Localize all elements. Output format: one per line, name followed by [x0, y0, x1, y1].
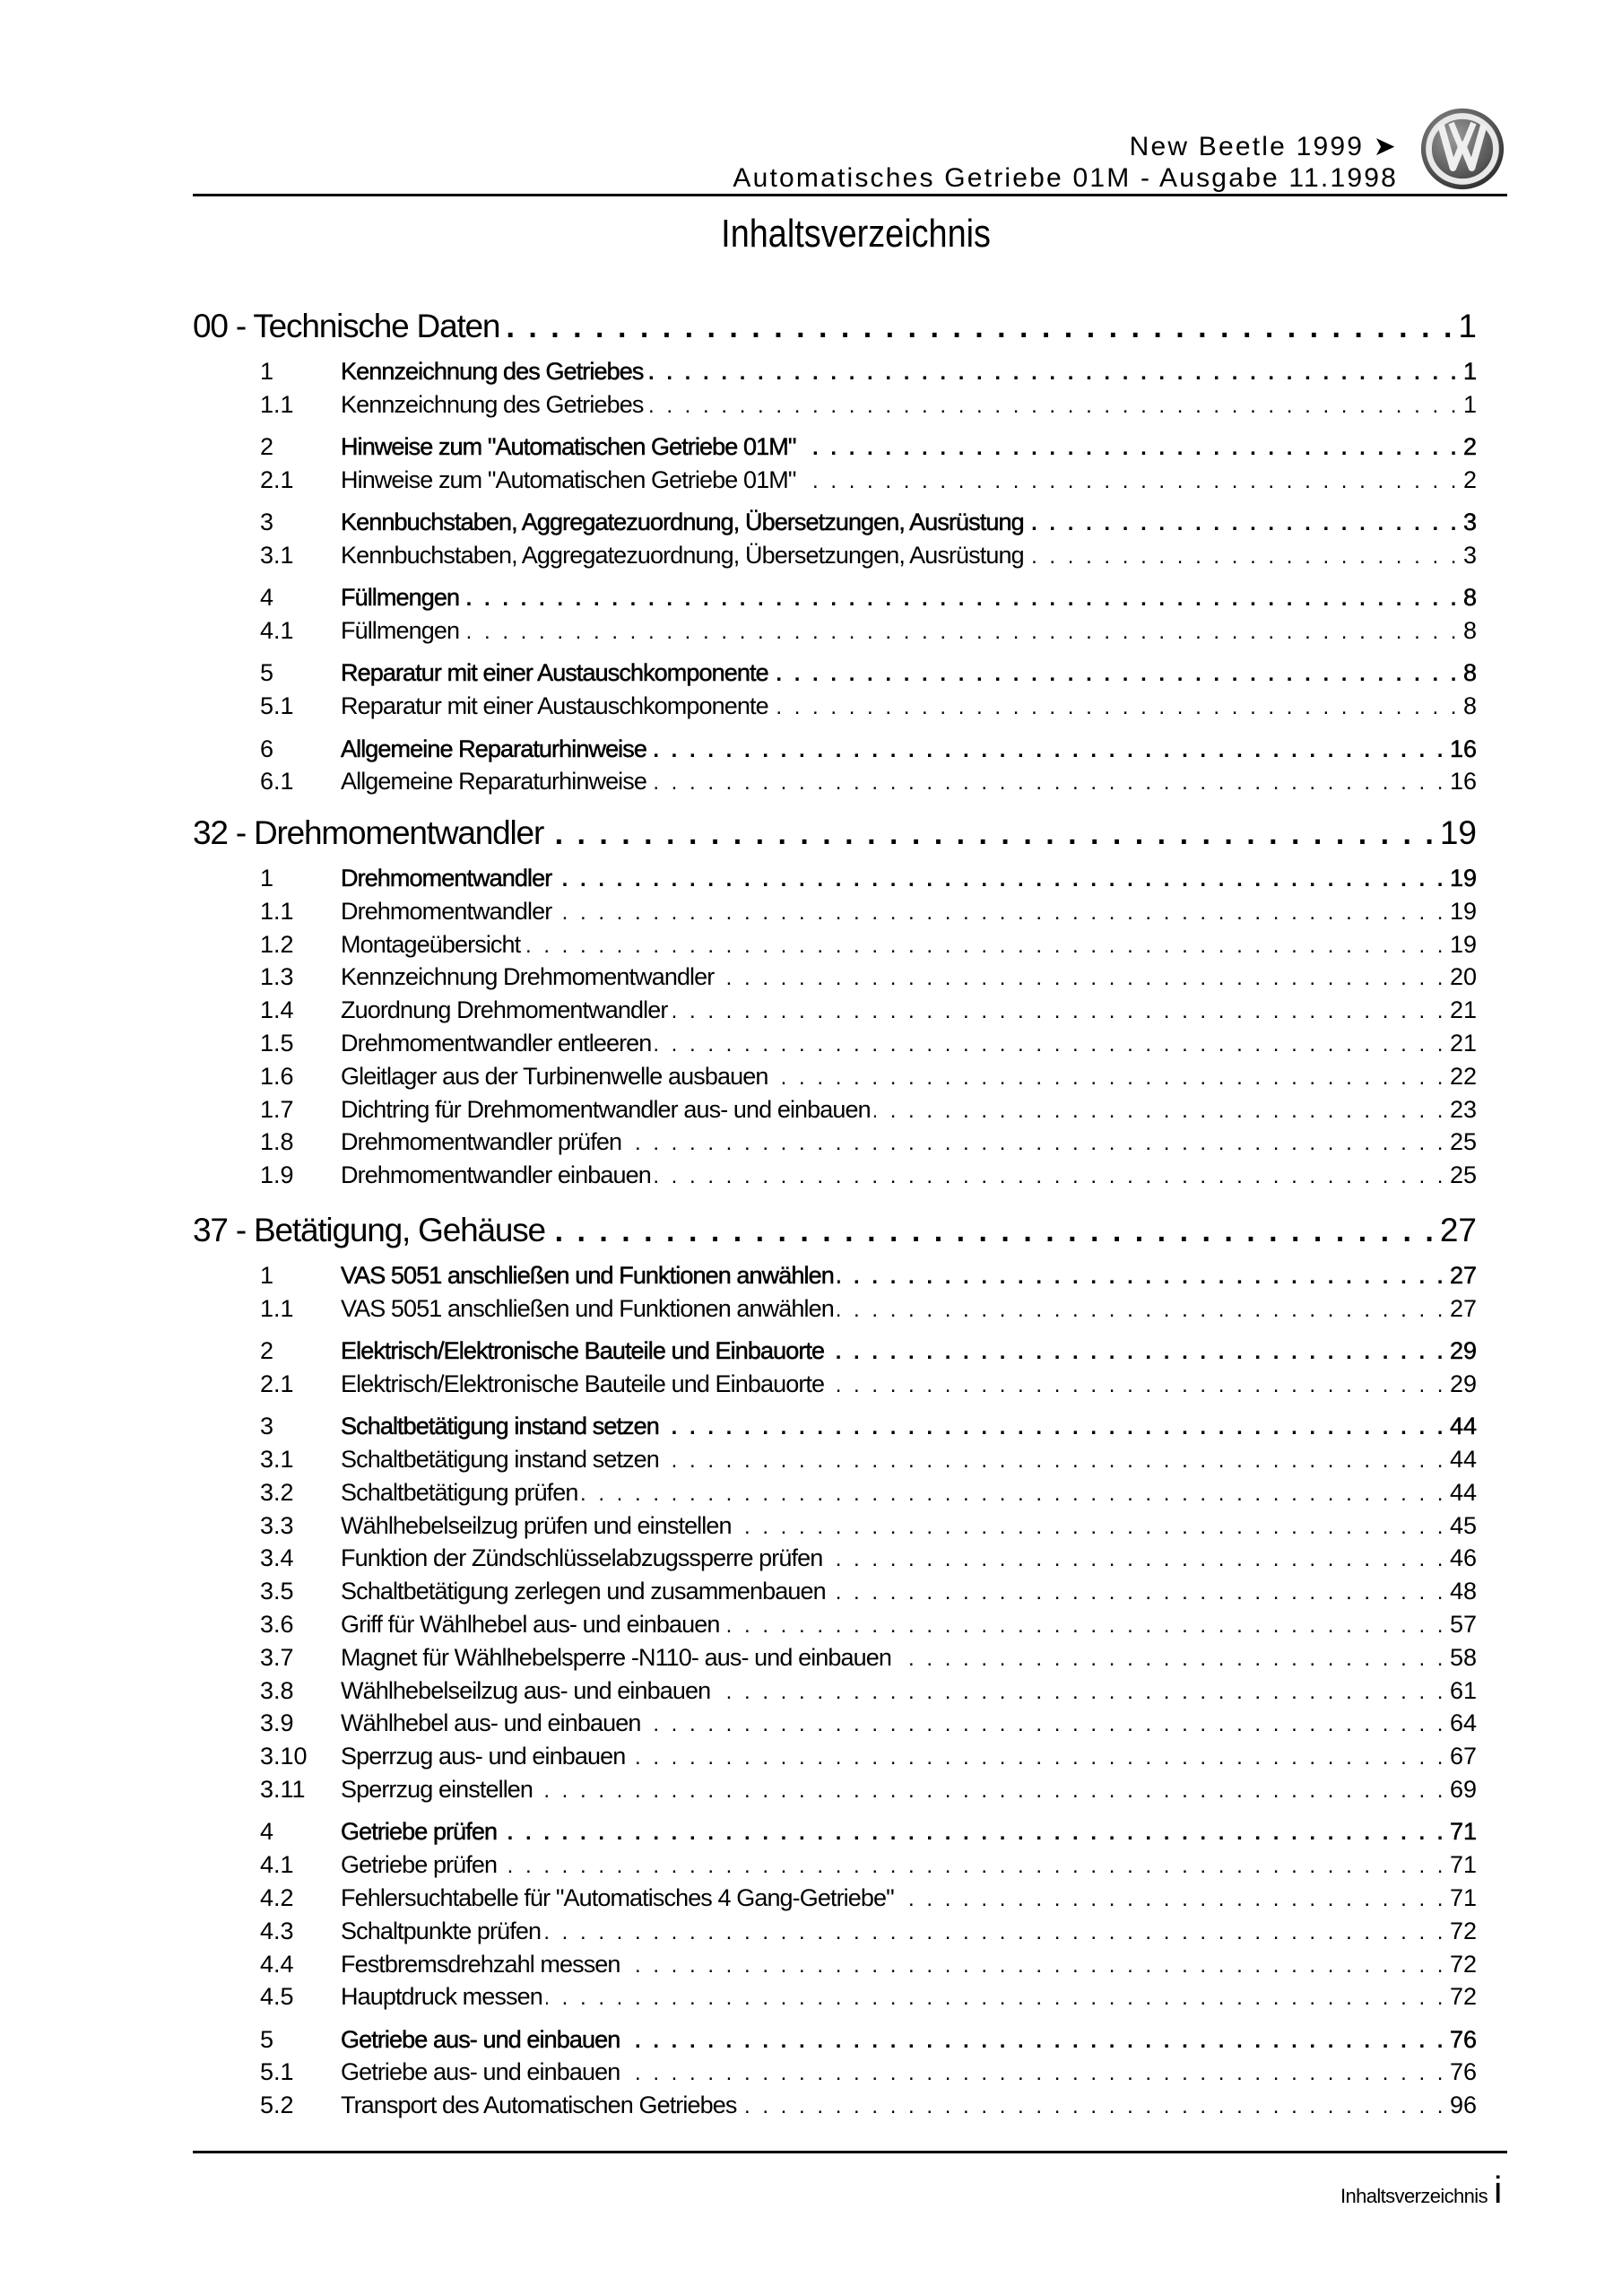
toc-leader-dots: [772, 662, 1460, 687]
toc-entry[interactable]: [193, 1677, 1477, 1708]
toc-entry[interactable]: [193, 1479, 1477, 1509]
toc-page-number: 76: [1449, 2058, 1477, 2086]
toc-page-number: 8: [1462, 584, 1477, 612]
footer-page-marker: i: [1494, 2169, 1503, 2211]
toc-entry-number: 3.7: [260, 1643, 294, 1671]
toc-leader-dots: [536, 1779, 1446, 1804]
toc-page-number: 21: [1449, 1030, 1477, 1057]
toc-page-number: 76: [1449, 2025, 1477, 2053]
toc-entry-title: Getriebe aus- und einbauen: [341, 2058, 620, 2086]
toc-entry[interactable]: [193, 865, 1477, 895]
toc-entry-title: Elektrisch/Elektronische Bauteile und Einbauorte: [341, 1370, 825, 1397]
toc-leader-dots: [663, 1415, 1446, 1440]
toc-entry-number: 1.2: [260, 930, 294, 958]
toc-entry[interactable]: [193, 1030, 1477, 1060]
toc-leader-dots: [624, 1953, 1446, 1979]
toc-entry-title: Getriebe prüfen: [341, 1818, 498, 1846]
toc-entry[interactable]: [193, 466, 1477, 497]
toc-leader-dots: [717, 966, 1446, 991]
toc-entry-title: Allgemeine Reparaturhinweise: [341, 768, 647, 796]
toc-page-number: 72: [1449, 1950, 1477, 1978]
toc-entry-title: Transport des Automatischen Getriebes: [341, 2092, 737, 2119]
toc-entry-title: Griff für Wählhebel aus- und einbauen: [341, 1611, 720, 1638]
toc-leader-dots: [625, 1131, 1446, 1156]
toc-entry-title: Wählhebelseilzug prüfen und einstellen: [341, 1511, 732, 1539]
toc-entry-number: 1.9: [260, 1161, 294, 1189]
toc-entry-number: 1: [260, 358, 274, 385]
toc-leader-dots: [1028, 544, 1460, 570]
toc-entry-number: 2.1: [260, 465, 294, 493]
toc-entry-title: Schaltbetätigung prüfen: [341, 1478, 578, 1506]
toc-leader-dots: [463, 620, 1460, 645]
toc-entry-number: 6: [260, 735, 274, 762]
toc-entry-title: Hauptdruck messen: [341, 1983, 542, 2011]
toc-page-number: 48: [1449, 1578, 1477, 1605]
toc-entry-number: 4.5: [260, 1983, 294, 2011]
toc-page-number: 67: [1449, 1743, 1477, 1770]
toc-entry-title: Drehmomentwandler entleeren: [341, 1030, 652, 1057]
toc-leader-dots: [663, 1448, 1446, 1474]
toc-entry[interactable]: [193, 1776, 1477, 1806]
toc-leader-dots: [837, 1265, 1446, 1290]
toc-leader-dots: [735, 1515, 1446, 1540]
toc-entry[interactable]: [193, 1512, 1477, 1543]
toc-page-number: 44: [1449, 1413, 1477, 1440]
toc-leader-dots: [646, 394, 1460, 419]
toc-leader-dots: [1028, 511, 1460, 536]
toc-page-number: 2: [1462, 465, 1477, 493]
toc-leader-dots: [623, 2029, 1446, 2054]
toc-entry[interactable]: [193, 931, 1477, 961]
toc-entry[interactable]: [193, 1951, 1477, 1981]
toc-page-number: 2: [1462, 433, 1477, 461]
toc-entry-title: Gleitlager aus der Turbinenwelle ausbauen: [341, 1062, 768, 1090]
toc-page-number: 3: [1462, 542, 1477, 569]
toc-page-number: 69: [1449, 1776, 1477, 1803]
toc-entry-title: Hinweise zum "Automatischen Getriebe 01M": [341, 433, 796, 461]
toc-entry[interactable]: [193, 1644, 1477, 1674]
toc-entry-title: Magnet für Wählhebelsperre -N110- aus- und einbauen: [341, 1643, 891, 1671]
toc-entry[interactable]: [193, 1544, 1477, 1575]
toc-leader-dots: [837, 1298, 1446, 1323]
toc-page-number: 72: [1449, 1917, 1477, 1944]
toc-leader-dots: [500, 1821, 1446, 1846]
toc-entry-number: 1.4: [260, 996, 294, 1024]
toc-entry-title: Sperrzug aus- und einbauen: [341, 1743, 626, 1770]
toc-entry[interactable]: [193, 358, 1477, 388]
toc-leader-dots: [644, 1712, 1445, 1737]
toc-leader-dots: [800, 469, 1460, 494]
toc-entry-number: 5: [260, 2025, 274, 2053]
toc-entry[interactable]: [193, 1262, 1477, 1292]
toc-leader-dots: [555, 867, 1446, 892]
toc-entry-number: 2: [260, 433, 274, 461]
toc-entry-title: Füllmengen: [341, 584, 460, 612]
toc-chapter[interactable]: [193, 814, 1477, 854]
toc-entry[interactable]: [193, 659, 1477, 690]
toc-entry-title: Sperrzug einstellen: [341, 1776, 533, 1803]
toc-entry[interactable]: [193, 2058, 1477, 2089]
toc-page-number: 19: [1449, 865, 1477, 891]
toc-page-number: 64: [1449, 1709, 1477, 1737]
toc-leader-dots: [524, 934, 1446, 959]
toc-page-number: 44: [1449, 1478, 1477, 1506]
toc-page-number: 72: [1449, 1983, 1477, 2011]
toc-page-number: 27: [1449, 1262, 1477, 1289]
toc-entry-title: Wählhebel aus- und einbauen: [341, 1709, 641, 1737]
toc-leader-dots: [646, 361, 1460, 386]
toc-entry[interactable]: [193, 1295, 1477, 1326]
toc-entry-number: 3.1: [260, 1446, 294, 1473]
toc-chapter-title: 37 - Betätigung, Gehäuse: [193, 1212, 545, 1248]
toc-leader-dots: [547, 817, 1436, 852]
toc-entry-title: Reparatur mit einer Austauschkomponente: [341, 659, 768, 687]
toc-leader-dots: [895, 1647, 1446, 1672]
toc-leader-dots: [650, 770, 1446, 796]
toc-entry-title: Dichtring für Drehmomentwandler aus- und einbauen: [341, 1095, 871, 1123]
toc-entry-title: Drehmomentwandler: [341, 865, 552, 891]
toc-entry[interactable]: [193, 1128, 1477, 1159]
toc-page-number: 19: [1449, 930, 1477, 958]
toc-entry-title: Zuordnung Drehmomentwandler: [341, 996, 668, 1024]
toc-leader-dots: [549, 1214, 1436, 1249]
toc-page-number: 8: [1462, 617, 1477, 645]
toc-entry-number: 1.6: [260, 1062, 294, 1090]
toc-entry-title: Hinweise zum "Automatischen Getriebe 01M": [341, 465, 796, 493]
toc-entry-number: 5.1: [260, 692, 294, 720]
toc-page-number: 20: [1449, 963, 1477, 991]
toc-entry[interactable]: [193, 735, 1477, 766]
toc-page-number: 21: [1449, 996, 1477, 1024]
toc-entry-number: 5: [260, 659, 274, 687]
toc-page-number: 22: [1449, 1062, 1477, 1090]
toc-entry-title: Kennzeichnung Drehmomentwandler: [341, 963, 715, 991]
toc-entry-title: Kennzeichnung des Getriebes: [341, 358, 644, 385]
toc-entry-title: Drehmomentwandler prüfen: [341, 1128, 622, 1156]
toc-leader-dots: [546, 1986, 1446, 2011]
toc-entry-number: 3.2: [260, 1478, 294, 1506]
toc-leader-dots: [463, 587, 1460, 612]
toc-entry[interactable]: [193, 2092, 1477, 2122]
footer-rule: [193, 2151, 1507, 2153]
toc-entry-title: Festbremsdrehzahl messen: [341, 1950, 620, 1978]
toc-page-number: 23: [1449, 1095, 1477, 1123]
toc-page-number: 96: [1449, 2092, 1477, 2119]
toc-page-number: 16: [1449, 735, 1477, 762]
toc-page-number: 71: [1449, 1851, 1477, 1879]
toc-page-number: 71: [1449, 1883, 1477, 1911]
toc-entry[interactable]: [193, 1578, 1477, 1608]
toc-entry-number: 3.1: [260, 542, 294, 569]
toc-entry-number: 1.7: [260, 1095, 294, 1123]
toc-entry-number: 4.2: [260, 1883, 294, 1911]
page-title: Inhaltsverzeichnis: [721, 212, 991, 256]
toc-entry[interactable]: [193, 768, 1477, 798]
toc-page-number: 58: [1449, 1643, 1477, 1671]
toc-entry[interactable]: [193, 1611, 1477, 1641]
toc-page-number: 44: [1449, 1446, 1477, 1473]
toc-entry[interactable]: [193, 692, 1477, 723]
toc-entry[interactable]: [193, 1161, 1477, 1192]
toc-entry-number: 1.1: [260, 1294, 294, 1322]
toc-entry-number: 1.8: [260, 1128, 294, 1156]
toc-leader-dots: [826, 1547, 1446, 1572]
toc-entry[interactable]: [193, 1096, 1477, 1126]
toc-entry-number: 5.2: [260, 2092, 294, 2119]
toc-entry-number: 1.5: [260, 1030, 294, 1057]
toc-entry-number: 4: [260, 584, 274, 612]
toc-leader-dots: [544, 1920, 1446, 1945]
toc-leader-dots: [500, 1854, 1446, 1879]
toc-entry-number: 4.4: [260, 1950, 294, 1978]
toc-entry-title: VAS 5051 anschließen und Funktionen anwählen: [341, 1294, 834, 1322]
toc-page-number: 19: [1439, 814, 1477, 851]
toc-entry-title: Kennzeichnung des Getriebes: [341, 390, 644, 418]
toc-entry-title: Getriebe prüfen: [341, 1851, 498, 1879]
toc-entry-number: 3: [260, 509, 274, 536]
toc-entry-title: Kennbuchstaben, Aggregatezuordnung, Übersetzungen, Ausrüstung: [341, 509, 1024, 536]
toc-page-number: 29: [1449, 1337, 1477, 1365]
toc-leader-dots: [655, 1032, 1446, 1057]
toc-entry-number: 6.1: [260, 768, 294, 796]
toc-page-number: 27: [1449, 1294, 1477, 1322]
toc-page-number: 57: [1449, 1611, 1477, 1638]
toc-page-number: 19: [1449, 897, 1477, 925]
toc-entry[interactable]: [193, 1884, 1477, 1915]
toc-entry-number: 4.3: [260, 1917, 294, 1944]
toc-leader-dots: [714, 1680, 1446, 1705]
toc-leader-dots: [772, 695, 1460, 720]
toc-entry[interactable]: [193, 1370, 1477, 1401]
toc-entry-number: 5.1: [260, 2058, 294, 2086]
footer-label: Inhaltsverzeichnis: [1340, 2185, 1488, 2207]
toc-entry-title: Drehmomentwandler: [341, 897, 552, 925]
toc-entry[interactable]: [193, 996, 1477, 1027]
toc-leader-dots: [655, 1164, 1446, 1189]
toc-entry-number: 4.1: [260, 617, 294, 645]
toc-entry-title: Wählhebelseilzug aus- und einbauen: [341, 1676, 711, 1704]
toc-page-number: 29: [1449, 1370, 1477, 1397]
toc-leader-dots: [503, 310, 1454, 345]
toc-entry-number: 3.4: [260, 1544, 294, 1572]
toc-entry-number: 3.5: [260, 1578, 294, 1605]
toc-entry[interactable]: [193, 617, 1477, 648]
toc-entry-title: Montageübersicht: [341, 930, 521, 958]
toc-entry-title: Getriebe aus- und einbauen: [341, 2025, 620, 2053]
toc-entry[interactable]: [193, 391, 1477, 422]
toc-leader-dots: [623, 2061, 1446, 2086]
toc-entry-number: 1.1: [260, 897, 294, 925]
toc-leader-dots: [555, 900, 1446, 926]
toc-entry[interactable]: [193, 1743, 1477, 1773]
toc-entry-title: Schaltbetätigung instand setzen: [341, 1413, 659, 1440]
toc-entry-title: Elektrisch/Elektronische Bauteile und Einbauorte: [341, 1337, 825, 1365]
toc-entry-number: 4.1: [260, 1851, 294, 1879]
toc-entry-number: 4: [260, 1818, 274, 1846]
toc-page-number: 16: [1449, 768, 1477, 796]
toc-entry-title: Fehlersuchtabelle für "Automatisches 4 Gang-Getriebe": [341, 1883, 894, 1911]
toc-entry-title: Reparatur mit einer Austauschkomponente: [341, 692, 768, 720]
toc-entry-number: 3.8: [260, 1676, 294, 1704]
toc-entry[interactable]: [193, 1063, 1477, 1093]
toc-leader-dots: [671, 999, 1446, 1024]
toc-chapter-title: 00 - Technische Daten: [193, 308, 500, 344]
toc-page-number: 8: [1462, 692, 1477, 720]
toc-entry[interactable]: [193, 898, 1477, 928]
toc-leader-dots: [582, 1482, 1446, 1507]
toc-entry-number: 3.10: [260, 1743, 308, 1770]
toc-page-number: 71: [1449, 1818, 1477, 1846]
toc-leader-dots: [800, 436, 1460, 461]
toc-entry-number: 3.3: [260, 1511, 294, 1539]
toc-page-number: 25: [1449, 1161, 1477, 1189]
toc-entry-title: Funktion der Zündschlüsselabzugssperre prüfen: [341, 1544, 823, 1572]
toc-entry[interactable]: [193, 1818, 1477, 1848]
toc-entry[interactable]: [193, 2026, 1477, 2057]
toc-entry-number: 2: [260, 1337, 274, 1365]
toc-leader-dots: [650, 738, 1446, 763]
toc-leader-dots: [898, 1887, 1446, 1912]
toc-entry[interactable]: [193, 1337, 1477, 1368]
toc-entry[interactable]: [193, 542, 1477, 572]
toc-page-number: 8: [1462, 659, 1477, 687]
toc-entry-number: 1.1: [260, 390, 294, 418]
toc-entry-number: 3.6: [260, 1611, 294, 1638]
header-subtitle: Automatisches Getriebe 01M - Ausgabe 11.1998: [733, 163, 1398, 193]
toc-leader-dots: [828, 1373, 1446, 1398]
header-model: New Beetle 1999 ➤: [1129, 132, 1398, 161]
toc-entry-number: 1.3: [260, 963, 294, 991]
toc-page-number: 1: [1458, 308, 1477, 344]
toc-leader-dots: [723, 1613, 1445, 1639]
toc-entry-number: 1: [260, 865, 274, 891]
toc-entry-title: VAS 5051 anschließen und Funktionen anwählen: [341, 1262, 834, 1289]
toc-entry-number: 1: [260, 1262, 274, 1289]
toc-entry[interactable]: [193, 584, 1477, 614]
toc-entry-title: Schaltbetätigung instand setzen: [341, 1446, 659, 1473]
toc-page-number: 46: [1449, 1544, 1477, 1572]
toc-leader-dots: [828, 1340, 1446, 1365]
toc-entry-title: Allgemeine Reparaturhinweise: [341, 735, 647, 762]
toc-entry[interactable]: [193, 1918, 1477, 1948]
toc-entry-title: Füllmengen: [341, 617, 460, 645]
toc-page-number: 45: [1449, 1511, 1477, 1539]
toc-entry[interactable]: [193, 1983, 1477, 2013]
toc-chapter-title: 32 - Drehmomentwandler: [193, 814, 544, 851]
toc-leader-dots: [874, 1099, 1446, 1124]
toc-leader-dots: [829, 1580, 1446, 1605]
toc-leader-dots: [629, 1745, 1446, 1770]
toc-leader-dots: [771, 1065, 1446, 1091]
toc-page-number: 25: [1449, 1128, 1477, 1156]
toc-entry-title: Kennbuchstaben, Aggregatezuordnung, Übersetzungen, Ausrüstung: [341, 542, 1024, 569]
toc-page-number: 61: [1449, 1676, 1477, 1704]
toc-entry-number: 3.11: [260, 1776, 306, 1803]
toc-entry-title: Schaltbetätigung zerlegen und zusammenbauen: [341, 1578, 826, 1605]
toc-entry-number: 2.1: [260, 1370, 294, 1397]
toc-entry[interactable]: [193, 963, 1477, 994]
toc-leader-dots: [740, 2094, 1446, 2119]
toc-entry-title: Schaltpunkte prüfen: [341, 1917, 542, 1944]
toc-chapter[interactable]: [193, 1212, 1477, 1251]
toc-entry[interactable]: [193, 1446, 1477, 1476]
toc-page-number: 1: [1462, 358, 1477, 385]
toc-entry[interactable]: [193, 433, 1477, 464]
toc-page-number: 27: [1439, 1212, 1477, 1248]
toc-entry[interactable]: [193, 1413, 1477, 1443]
toc-entry-number: 3.9: [260, 1709, 294, 1737]
toc-page-number: 1: [1462, 390, 1477, 418]
toc-entry-number: 3: [260, 1413, 274, 1440]
toc-chapter[interactable]: [193, 308, 1477, 347]
toc-entry-title: Drehmomentwandler einbauen: [341, 1161, 651, 1189]
toc-entry[interactable]: [193, 1709, 1477, 1740]
toc-entry[interactable]: [193, 509, 1477, 539]
toc-entry[interactable]: [193, 1851, 1477, 1882]
toc-page-number: 3: [1462, 509, 1477, 536]
